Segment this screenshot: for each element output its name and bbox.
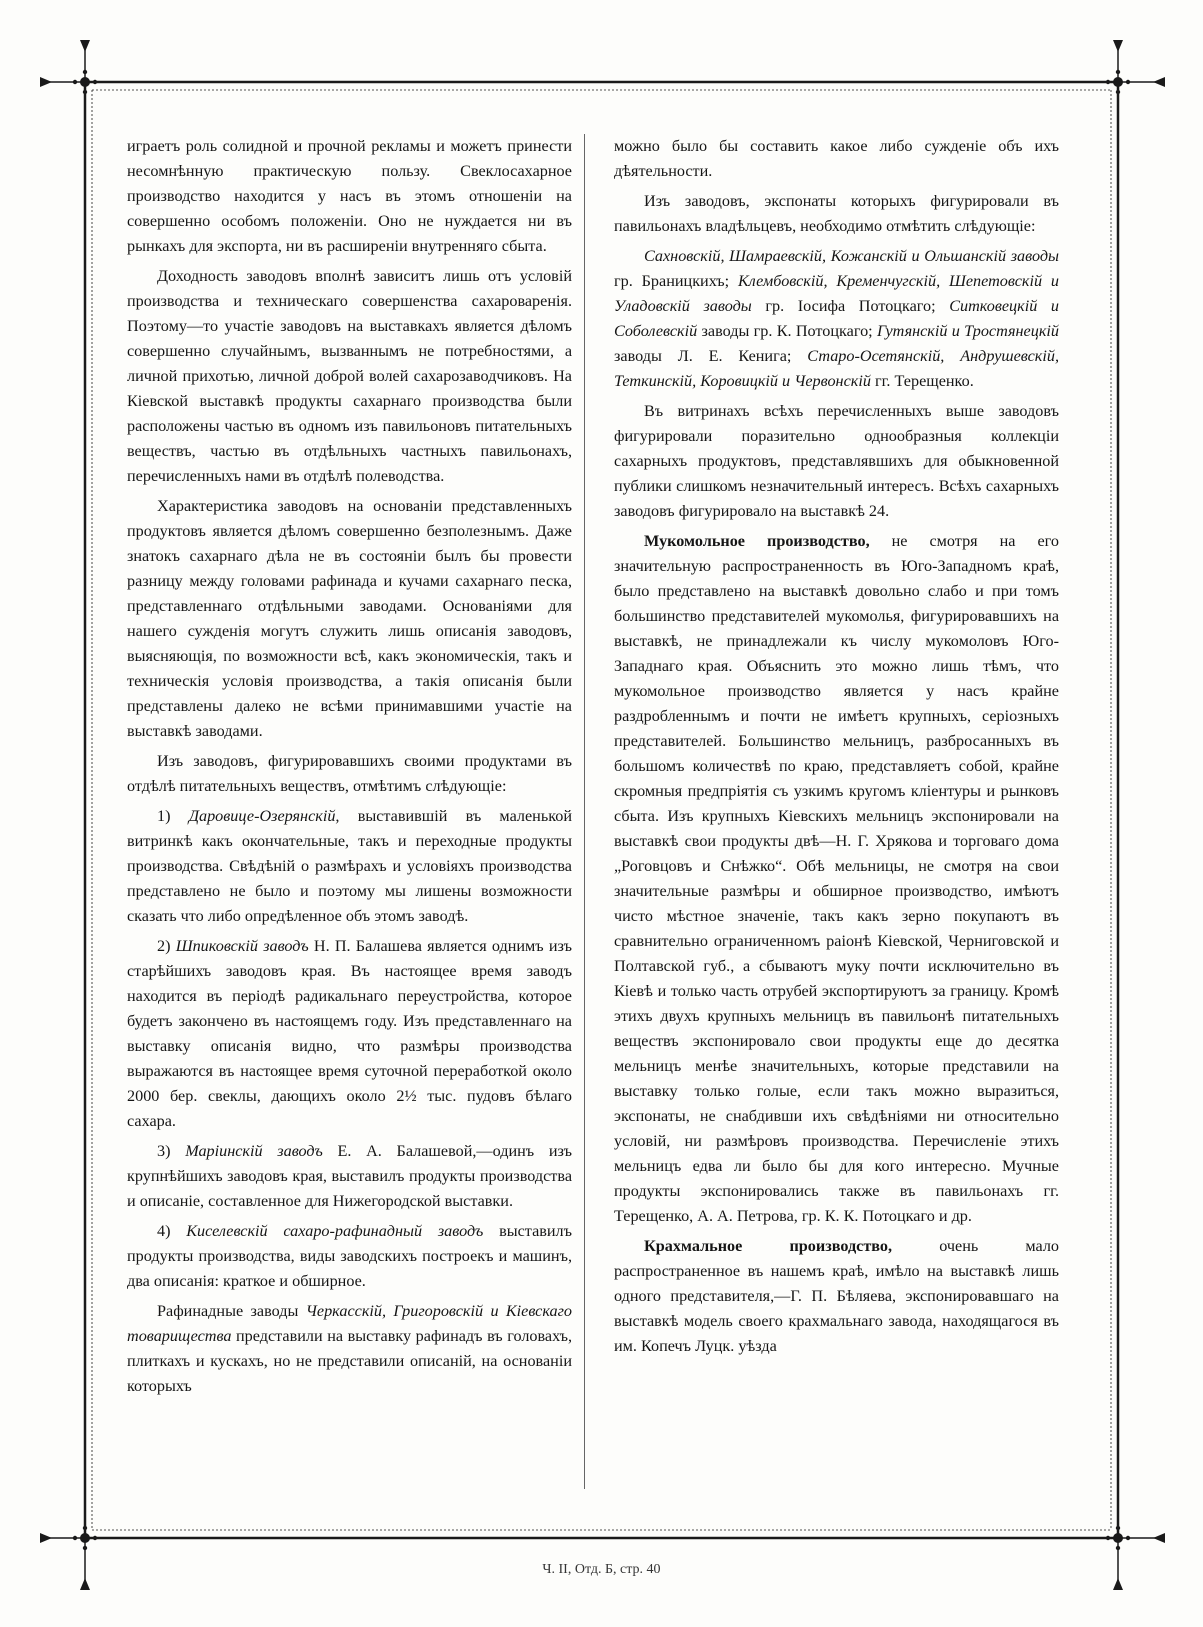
item-text: Н. П. Балашева является однимъ изъ старѣйшихъ заводовъ края. Въ настоящее время заводъ находится въ періодѣ радикальнаго переустройства, которое будетъ закончено въ настоящемъ году. Изъ представленнаго на выставку описанія видно, что размѣры производства выражаются въ настоящее время суточной переработкой около 2000 бер. свеклы, дающихъ около 2½ тыс. пудовъ бѣлаго сахара. (127, 937, 573, 1130)
factory-names: Черкасскій, Григоровскій и Кіевскаго товарищества (127, 1302, 573, 1345)
item-number: 4) (157, 1222, 171, 1240)
factory-names: Клембовскій, Кременчугскій, Шепетовскій и Уладовскій заводы (614, 272, 1060, 315)
factory-names: Старо-Осетянскій, Андрушевскій, Теткинскій, Коровицкій и Червонскій (614, 347, 1060, 390)
factory-list-paragraph (614, 244, 1059, 394)
list-item (127, 1139, 572, 1214)
page-footer: Ч. II, Отд. Б, стр. 40 (542, 1562, 661, 1577)
section-paragraph (614, 1234, 1059, 1359)
page-body (92, 92, 1110, 1530)
owner: заводы гр. К. Потоцкаго; (701, 322, 873, 340)
factory-name: Даровице-Озерянскій, (188, 807, 340, 825)
list-item (127, 804, 572, 929)
paragraph (127, 1299, 572, 1399)
paragraph: Изъ заводовъ, экспонаты которыхъ фигурировали въ павильонахъ владѣльцевъ, необходимо отмѣтить слѣдующіе: (614, 192, 1059, 235)
factory-names: Ситковецкій и Соболевскій (614, 297, 1060, 340)
owner: гг. Терещенко. (874, 372, 974, 390)
owner: заводы Л. Е. Кенига; (614, 347, 792, 365)
list-item (127, 1219, 572, 1294)
paragraph: Изъ заводовъ, фигурировавшихъ своими продуктами въ отдѣлѣ питательныхъ веществъ, отмѣтимъ слѣдующіе: (127, 752, 572, 795)
owner: гр. Іосифа Потоцкаго; (765, 297, 936, 315)
factory-name: Шпиковскій заводъ (175, 937, 309, 955)
factory-names: Сахновскій, Шамраевскій, Кожанскій и Ольшанскій заводы (644, 247, 1059, 265)
section-heading: Крахмальное производство, (644, 1237, 893, 1255)
paragraph: Доходность заводовъ вполнѣ зависитъ лишь отъ условій производства и техническаго совершенства сахароваренія. Поэтому—то участіе заводовъ на выставкахъ является дѣломъ совершенно случайнымъ, вызваннымъ не потребностями, а личной прихотью, личной доброй волей сахарозаводчиковъ. На Кіевской выставкѣ продукты сахарнаго производства были расположены частью въ одномъ изъ павильоновъ питательныхъ веществъ, частью въ отдѣльныхъ частныхъ павильонахъ, перечисленныхъ нами въ отдѣлѣ полеводства. (127, 267, 572, 485)
text-run: представили на выставку рафинадъ въ головахъ, плиткахъ и кускахъ, но не представили описаній, на основаніи которыхъ (127, 1327, 573, 1395)
item-number: 2) (157, 937, 171, 955)
paragraph: можно было бы составить какое либо сужденіе объ ихъ дѣятельности. (614, 137, 1059, 180)
section-text: не смотря на его значительную распространенность въ Юго-Западномъ краѣ, было представлено на выставкѣ довольно слабо и при томъ большинство представителей мукомолья, фигурировавшихъ на выставкѣ, не принадлежали къ числу мукомоловъ Юго-Западнаго края. Объяснить это можно лишь тѣмъ, что мукомольное производство является у насъ крайне раздробленнымъ и почти не имѣетъ крупныхъ, серіозныхъ представителей. Большинство мельницъ, разбросанныхъ въ большомъ количествѣ по краю, представляетъ собой, крайне скромныя предпріятія съ узкимъ кругомъ кліентуры и рынковъ сбыта. Изъ крупныхъ Кіевскихъ мельницъ экспонировали на выставкѣ свои продукты двѣ—Н. Г. Хрякова и торговаго дома „Роговцовъ и Снѣжко“. Обѣ мельницы, не смотря на свои значительные размѣры и обширное производство, имѣютъ чисто мѣстное значеніе, такъ какъ зерно покупаютъ въ сравнительно ограниченномъ раіонѣ Кіевской, Черниговской и Полтавской губ., а сбываютъ муку почти исключительно въ Кіевѣ и только часть отрубей экспортируютъ за границу. Кромѣ этихъ двухъ крупныхъ мельницъ въ павильонѣ питательныхъ веществъ экспонировало свои продукты еще до десятка мельницъ менѣе значительныхъ, которые представили на выставку только голые, если такъ можно выразиться, экспонаты, не снабдивши ихъ свѣдѣніями ни относительно условій, ни размѣровъ производства. Перечисленіе этихъ мельницъ едва ли было бы для кого интересно. Мучные продукты экспонировались также въ павильонахъ гг. Терещенко, А. А. Петрова, гр. К. К. Потоцкаго и др. (614, 532, 1059, 1225)
owner: гр. Браницкихъ; (614, 272, 730, 290)
section-paragraph (614, 529, 1059, 1229)
factory-name: Киселевскій сахаро-рафинадный заводъ (186, 1222, 484, 1240)
right-column (614, 134, 1059, 1364)
item-text: выставилъ продукты производства, виды заводскихъ построекъ и машинъ, два описанія: краткое и обширное. (127, 1222, 573, 1290)
text-run: Рафинадные заводы (157, 1302, 299, 1320)
factory-names: Гутянскій и Тростянецкій (876, 322, 1060, 340)
item-number: 1) (157, 807, 171, 825)
paragraph: Въ витринахъ всѣхъ перечисленныхъ выше заводовъ фигурировали поразительно однообразныя коллекціи сахарныхъ продуктовъ, представлявшихъ для обыкновенной публики слишкомъ незначительный интересъ. Всѣхъ сахарныхъ заводовъ фигурировало на выставкѣ 24. (614, 402, 1059, 520)
item-number: 3) (157, 1142, 171, 1160)
item-text: Е. А. Балашевой,—одинъ изъ крупнѣйшихъ заводовъ края, выставилъ продукты производства и описаніе, составленное для Нижегородской выставки. (127, 1142, 573, 1210)
left-column (127, 134, 572, 1404)
section-heading: Мукомольное производство, (644, 532, 870, 550)
item-text: выставившій въ маленькой витринкѣ какъ окончательные, такъ и переходные продукты производства. Свѣдѣній о размѣрахъ и условіяхъ производства представлено не было и поэтому мы лишены возможности сказать что либо опредѣленное объ этомъ заводѣ. (127, 807, 572, 925)
list-item (127, 934, 572, 1134)
column-divider (584, 134, 585, 1489)
section-text: очень мало распространенное въ нашемъ краѣ, имѣло на выставкѣ лишь одного представителя,—Г. П. Бѣляева, экспонировавшаго на выставкѣ модель своего крахмальнаго завода, находящагося въ им. Копечъ Луцк. уѣзда (614, 1237, 1059, 1355)
paragraph: Характеристика заводовъ на основаніи представленныхъ продуктовъ является дѣломъ совершенно безполезнымъ. Даже знатокъ сахарнаго дѣла не въ состояніи былъ бы провести разницу между головами рафинада и кучами сахарнаго песка, представленнаго отдѣльными заводами. Основаніями для нашего сужденія могутъ служить лишь описанія заводовъ, выясняющія, по возможности всѣ, какъ экономическія, такъ и техническія условія производства, а такія описанія были представлены далеко не всѣми принимавшими участіе на выставкѣ заводами. (127, 497, 572, 740)
factory-name: Маріинскій заводъ (185, 1142, 323, 1160)
paragraph: играетъ роль солидной и прочной рекламы и можетъ принести несомнѣнную практическую пользу. Свеклосахарное производство находится у насъ въ этомъ отношеніи на совершенно особомъ положеніи. Оно не нуждается ни въ рынкахъ для экспорта, ни въ расширеніи внутренняго сбыта. (127, 137, 572, 255)
